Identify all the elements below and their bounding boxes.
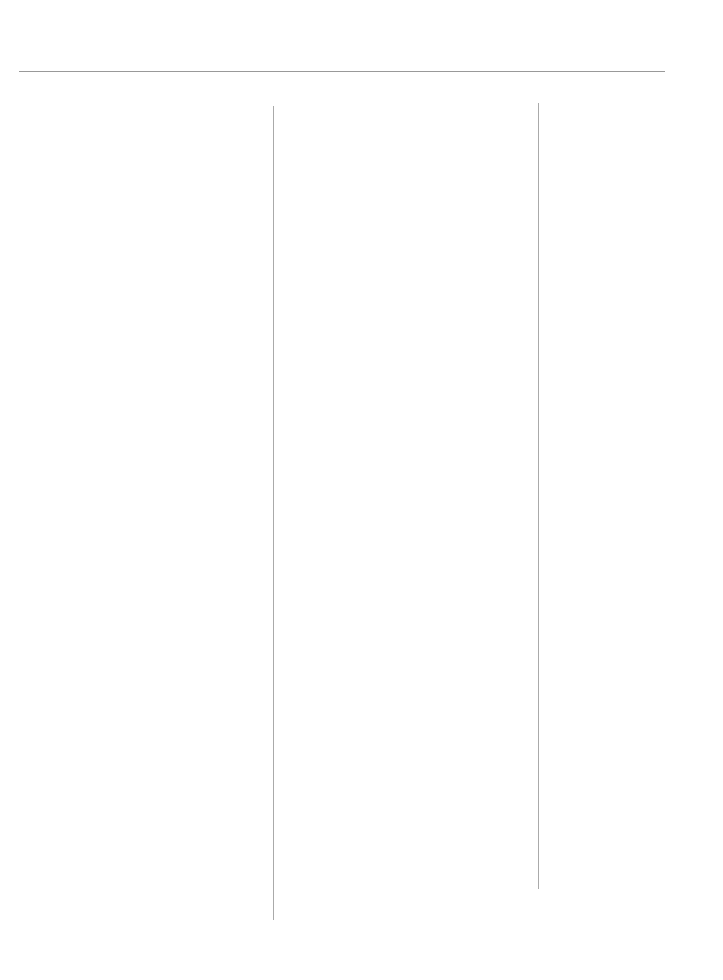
- column-divider-right: [538, 103, 539, 889]
- column-divider-left: [273, 106, 274, 920]
- header-rule: [19, 71, 665, 72]
